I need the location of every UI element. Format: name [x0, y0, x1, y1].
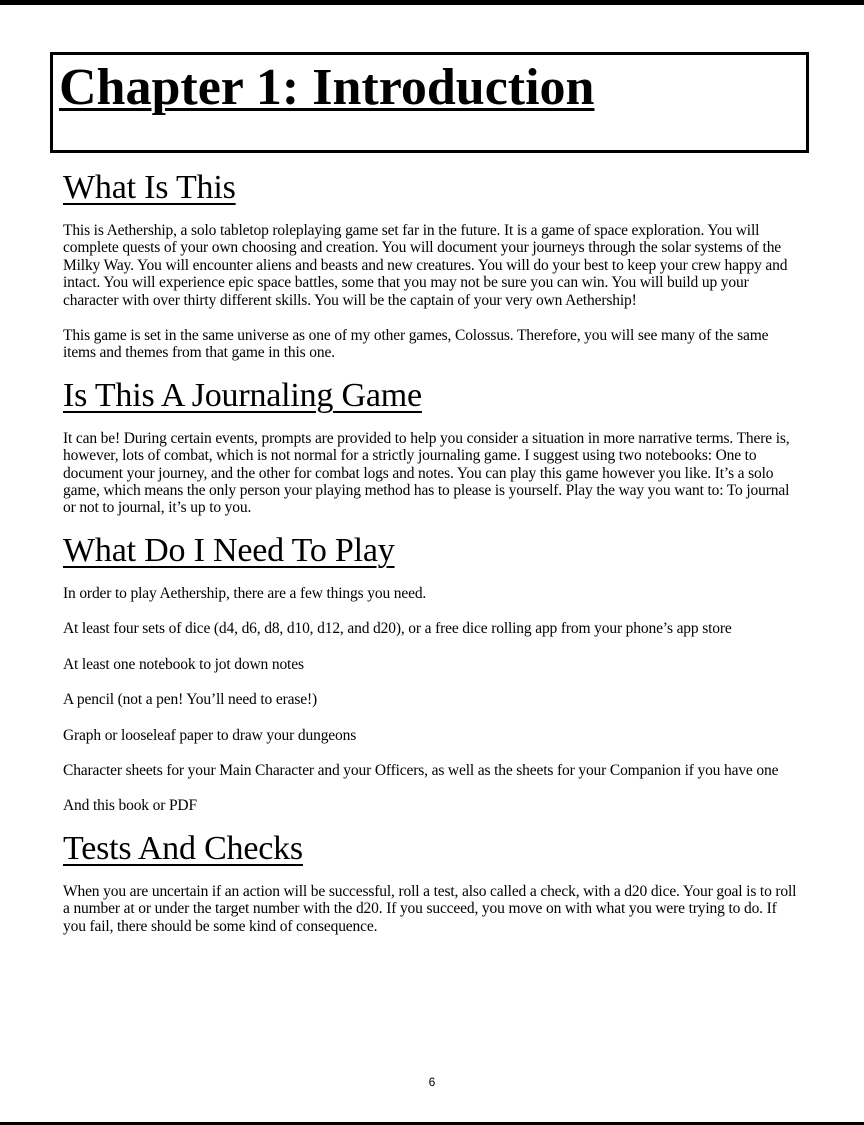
- paragraph: When you are uncertain if an action will be successful, roll a test, also called a check, with a d20 dice. Your goal is to roll a number at or under the target number with the d20. If you succeed, you move on with what you were trying to do. If you fail, there should be some kind of consequence.: [63, 882, 797, 935]
- top-border: [0, 0, 864, 5]
- section-heading: What Do I Need To Play: [63, 531, 395, 569]
- section-heading: What Is This: [63, 169, 236, 206]
- page-content: [63, 168, 803, 953]
- list-item: At least four sets of dice (d4, d6, d8, d10, d12, and d20), or a free dice rolling app from your phone’s app store: [63, 620, 732, 638]
- list-item: A pencil (not a pen! You’ll need to erase!): [63, 691, 317, 709]
- list-item: In order to play Aethership, there are a few things you need.: [63, 584, 427, 602]
- section-tests-and-checks: [63, 829, 803, 935]
- section-heading: Is This A Journaling Game: [63, 376, 422, 414]
- paragraph: It can be! During certain events, prompts are provided to help you consider a situation in more narrative terms. There is, however, lots of combat, which is not normal for a strictly journaling game. I suggest using two notebooks: One to document your journey, and the other for combat logs and notes. You can play this game however you like. It’s a solo game, which means the only person your playing method has to please is yourself. Play the way you want to: To journal or not to journal, it’s up to you.: [63, 429, 790, 517]
- section-heading: Tests And Checks: [63, 829, 303, 867]
- section-what-is-this: [63, 168, 803, 362]
- list-item: At least one notebook to jot down notes: [63, 655, 304, 673]
- section-what-do-i-need: [63, 531, 803, 815]
- list-item: And this book or PDF: [63, 797, 197, 815]
- paragraph: This is Aethership, a solo tabletop roleplaying game set far in the future. It is a game of space exploration. You will complete quests of your own choosing and creation. You will document your journeys through the solar systems of the Milky Way. You will encounter aliens and beasts and new creatures. You will do your best to keep your crew happy and intact. You will experience epic space battles, some that you may not be sure you can win. You will build up your character with over thirty different skills. You will be the captain of your very own Aethership!: [63, 222, 788, 309]
- list-item: Graph or looseleaf paper to draw your dungeons: [63, 726, 357, 744]
- page-number: 6: [428, 1075, 436, 1089]
- list-item: Character sheets for your Main Character and your Officers, as well as the sheets for your Companion if you have one: [63, 761, 779, 779]
- paragraph: This game is set in the same universe as one of my other games, Colossus. Therefore, you will see many of the same items and themes from that game in this one.: [63, 327, 769, 362]
- chapter-title: Chapter 1: Introduction: [59, 59, 595, 116]
- chapter-title-box: [50, 52, 809, 153]
- section-journaling-game: [63, 376, 803, 517]
